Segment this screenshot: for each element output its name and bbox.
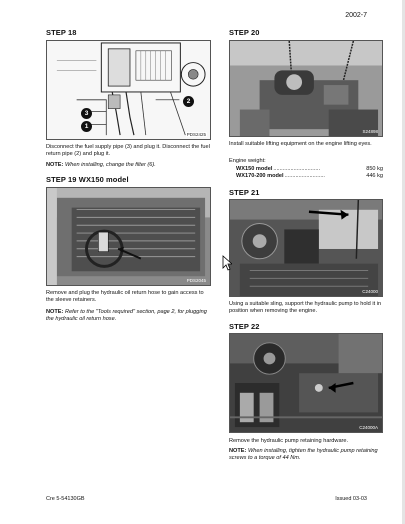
step18-figure-code: PDS2425 [186,132,206,137]
hydraulic-hose-photo [47,188,210,285]
step18-title: STEP 18 [46,28,77,37]
weight-value: 850 kg [366,166,383,172]
mouse-pointer-icon [222,255,232,271]
callout-3: 3 [81,108,92,119]
step19-note-label: NOTE: [46,309,64,315]
engine-weight-row [236,166,383,173]
engine-weight-table [236,166,383,181]
step21-figure [229,199,383,297]
weight-model: WX170-200 model [236,173,284,180]
step19-title: STEP 19 WX150 model [46,175,129,184]
step22-text: Remove the hydraulic pump retaining hardware. [229,438,349,444]
step19-figure [46,187,211,286]
step18-note-text: When installing, change the filter (6). [64,162,156,168]
engine-weight-title: Engine weight: [229,158,266,164]
step19-figure-code: PDS2045 [186,278,206,283]
step18-figure [46,40,211,140]
step22-note-text: When installing, tighten the hydraulic pump retaining screws to a torque of 44 Nm. [229,448,378,462]
step21-text: Using a suitable sling, support the hydraulic pump to hold it in position when removing the engine. [229,301,382,315]
step21-figure-code: C24000 [362,289,378,294]
weight-model: WX150 model [236,166,273,172]
step22-figure-code: C24000A [359,425,378,430]
hydraulic-pump-sling-photo [230,200,382,296]
step18-note-label: NOTE: [46,162,64,168]
callout-1: 1 [81,121,92,132]
step22-note-label: NOTE: [229,448,247,454]
engine-lifting-photo [230,41,382,136]
step22-title: STEP 22 [229,322,260,331]
step22-note [229,448,383,463]
step20-title: STEP 20 [229,28,260,37]
step18-note [46,162,211,169]
weight-leader-dots: .......................... [284,173,325,180]
hydraulic-pump-hardware-photo [230,334,382,432]
page-number: 2002-7 [345,12,367,19]
step19-note [46,309,211,324]
step19-text: Remove and plug the hydraulic oil return hose to gain access to the sleeve retainers. [46,290,204,304]
weight-leader-dots: .............................. [273,166,320,172]
step21-title: STEP 21 [229,188,260,197]
weight-value: 446 kg [366,173,383,180]
step22-figure [229,333,383,433]
step19-note-text: Refer to the "Tools required" section, page 2, for plugging the hydraulic oil return hose. [46,309,207,323]
callout-2: 2 [183,96,194,107]
footer-doc-number: Cre 5-54130GB [46,496,85,502]
engine-fuel-line-drawing [47,41,210,139]
step20-figure [229,40,383,137]
engine-weight-row [236,173,383,180]
step18-text: Disconnect the fuel supply pipe (3) and plug it. Disconnect the fuel return pipe (2) and plug it. [46,144,210,158]
step20-text: Install suitable lifting equipment on the engine lifting eyes. [229,141,372,147]
footer-issue-date: Issued 03-03 [335,496,367,502]
step20-figure-code: S24898 [362,129,378,134]
